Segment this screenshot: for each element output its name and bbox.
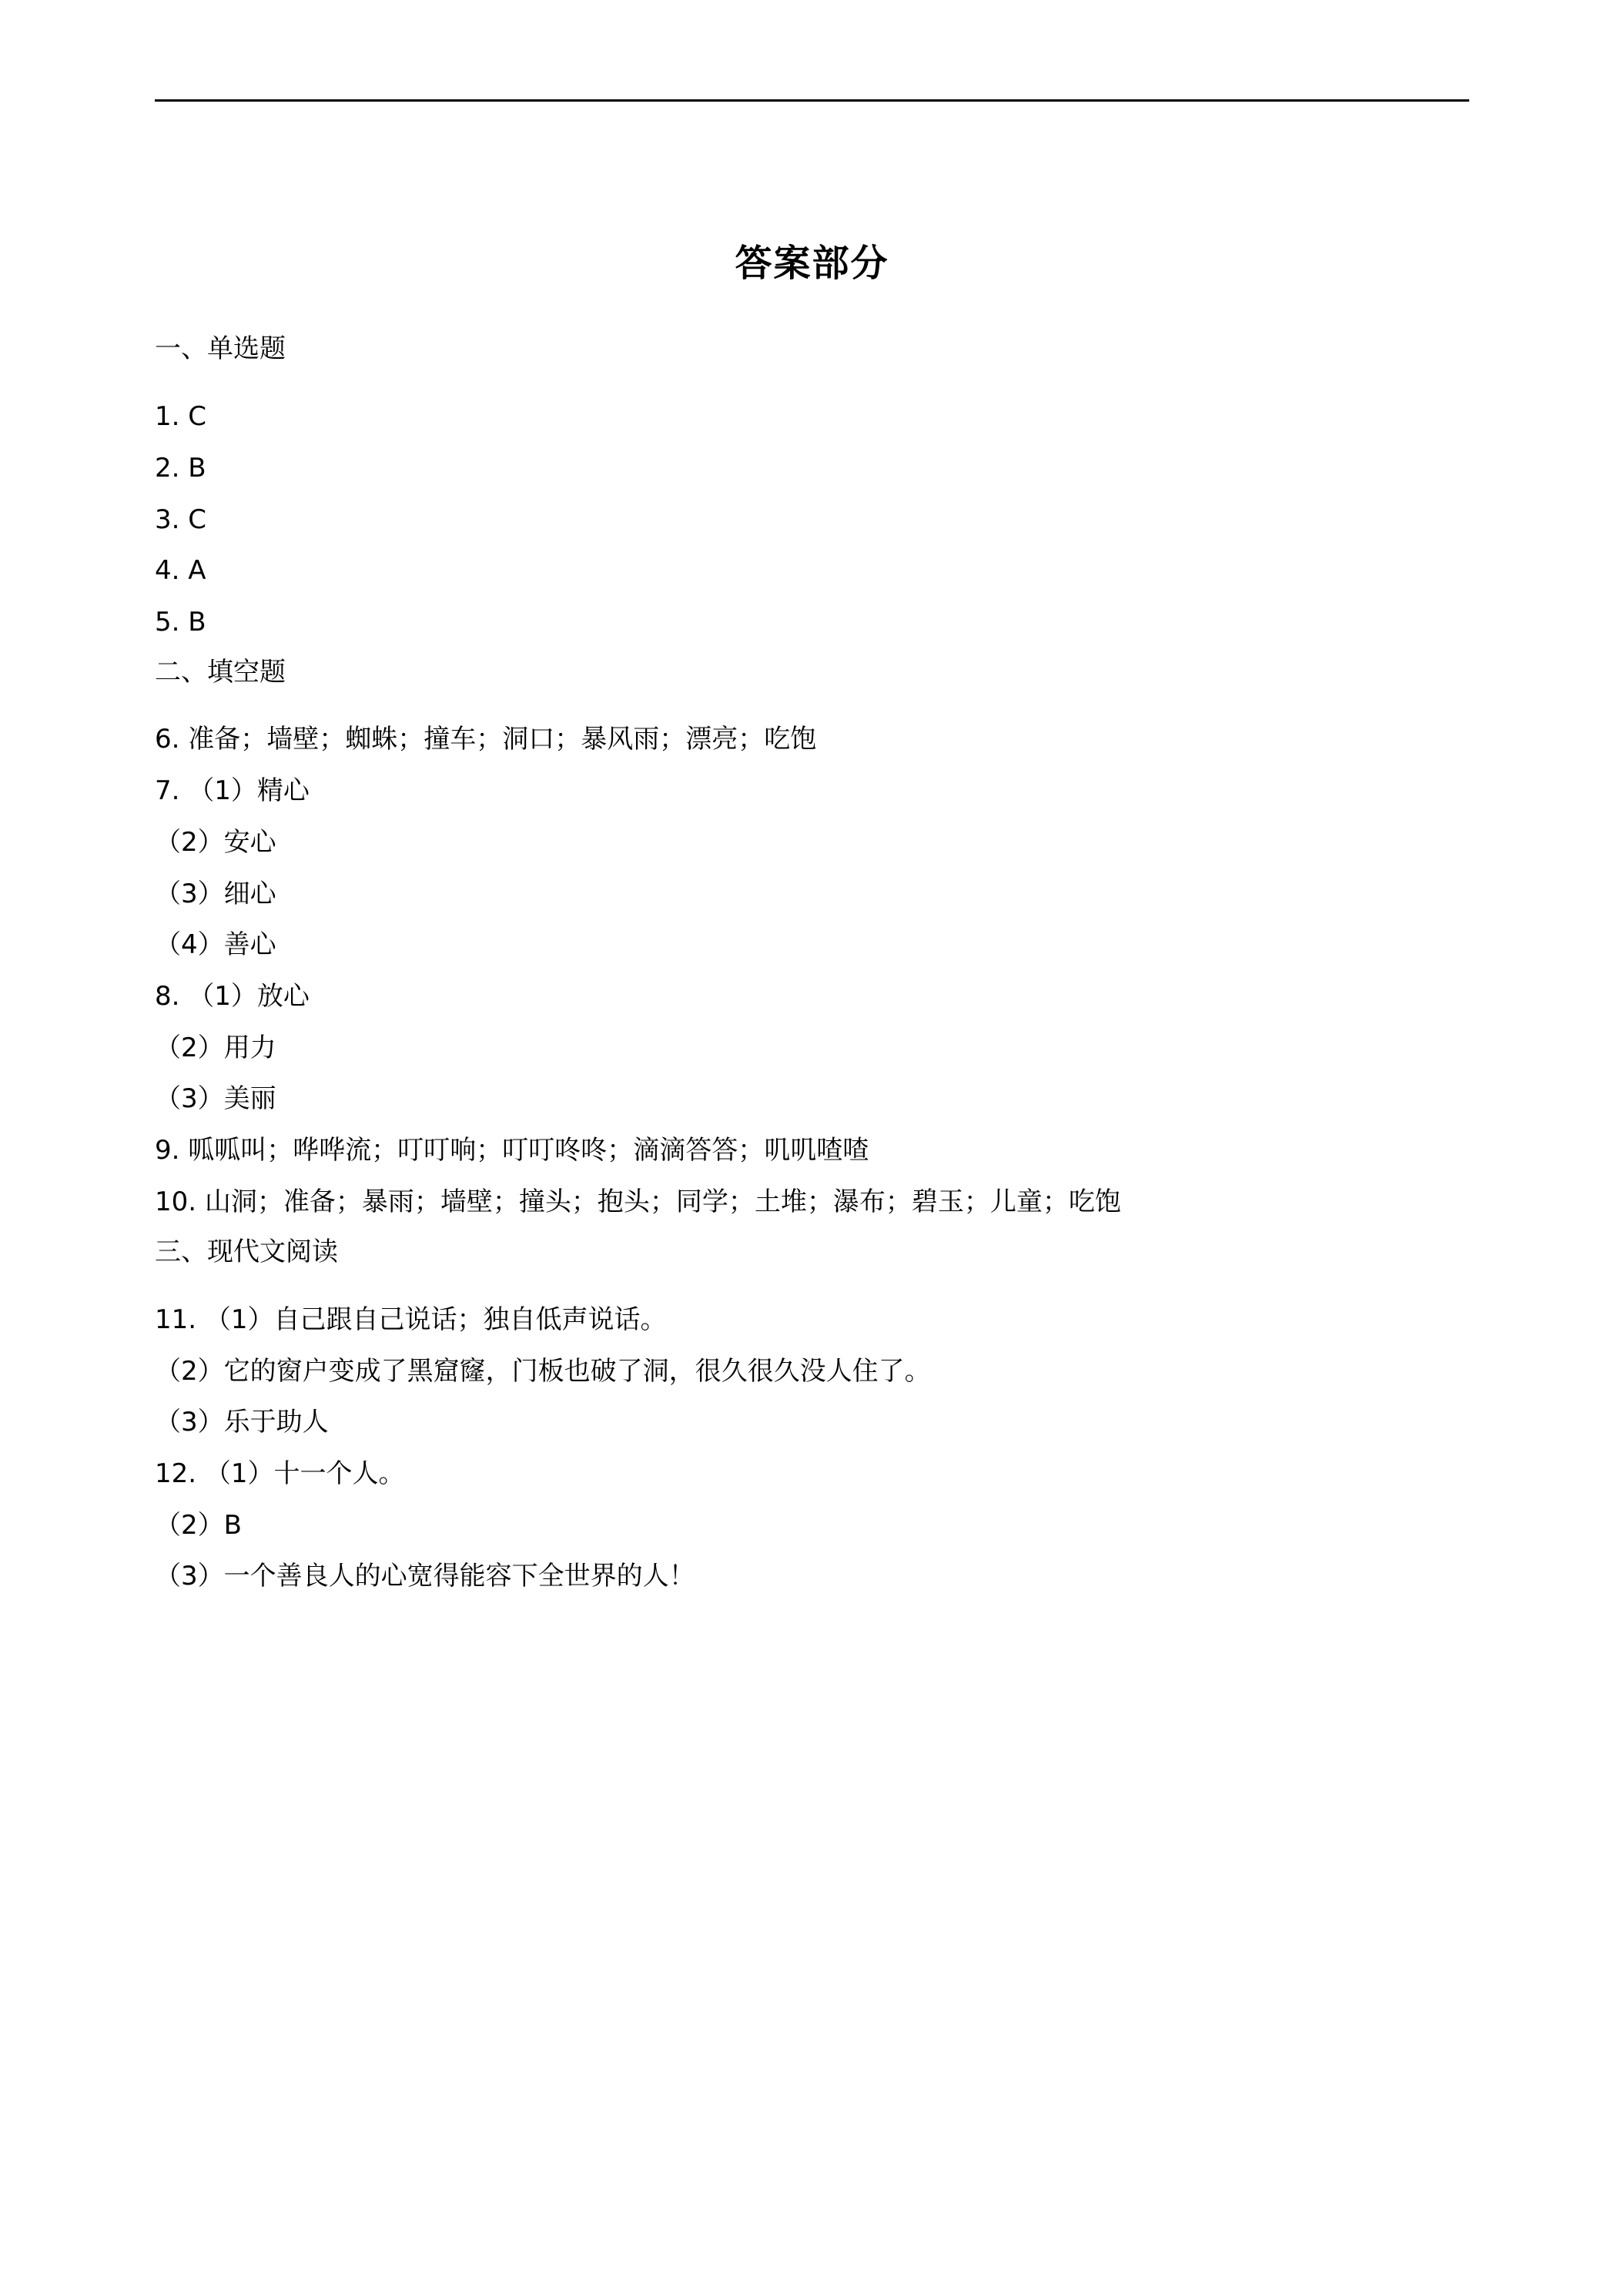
answer-line-8-3: （3）美丽 [155, 1083, 276, 1114]
answer-line-3: 3. C [155, 504, 206, 535]
answer-line-11-3: （3）乐于助人 [155, 1407, 329, 1438]
answer-line-1: 1. C [155, 401, 206, 432]
answer-line-9: 9. 呱呱叫；哗哗流；叮叮响；叮叮咚咚；滴滴答答；叽叽喳喳 [155, 1135, 869, 1166]
answer-line-7-2: （2）安心 [155, 827, 276, 858]
answer-line-12-3: （3）一个善良人的心宽得能容下全世界的人！ [155, 1561, 695, 1591]
answer-line-7-3: （3）细心 [155, 879, 276, 909]
answer-line-12-1: 12. （1）十一个人。 [155, 1458, 405, 1489]
answer-line-6: 6. 准备；墙壁；蜘蛛；撞车；洞口；暴风雨；漂亮；吃饱 [155, 724, 817, 755]
answer-line-10: 10. 山洞；准备；暴雨；墙壁；撞头；抱头；同学；土堆；瀑布；碧玉；儿童；吃饱 [155, 1186, 1121, 1217]
answer-line-12-2: （2）B [155, 1510, 242, 1541]
section-heading-single-choice: 一、单选题 [155, 333, 286, 364]
section-heading-fill-blank: 二、填空题 [155, 657, 286, 688]
answer-line-8-2: （2）用力 [155, 1033, 276, 1063]
header-rule [155, 99, 1469, 102]
answer-line-5: 5. B [155, 607, 206, 638]
answer-line-7-1: 7. （1）精心 [155, 775, 310, 806]
answer-line-8-1: 8. （1）放心 [155, 981, 310, 1012]
page-title: 答案部分 [735, 242, 889, 285]
answer-line-11-1: 11. （1）自己跟自己说话；独自低声说话。 [155, 1304, 667, 1335]
answer-line-7-4: （4）善心 [155, 929, 276, 960]
answer-line-2: 2. B [155, 453, 206, 484]
section-heading-modern-reading: 三、现代文阅读 [155, 1237, 338, 1267]
answer-line-11-2: （2）它的窗户变成了黑窟窿，门板也破了洞，很久很久没人住了。 [155, 1356, 931, 1387]
answer-line-4: 4. A [155, 555, 206, 586]
